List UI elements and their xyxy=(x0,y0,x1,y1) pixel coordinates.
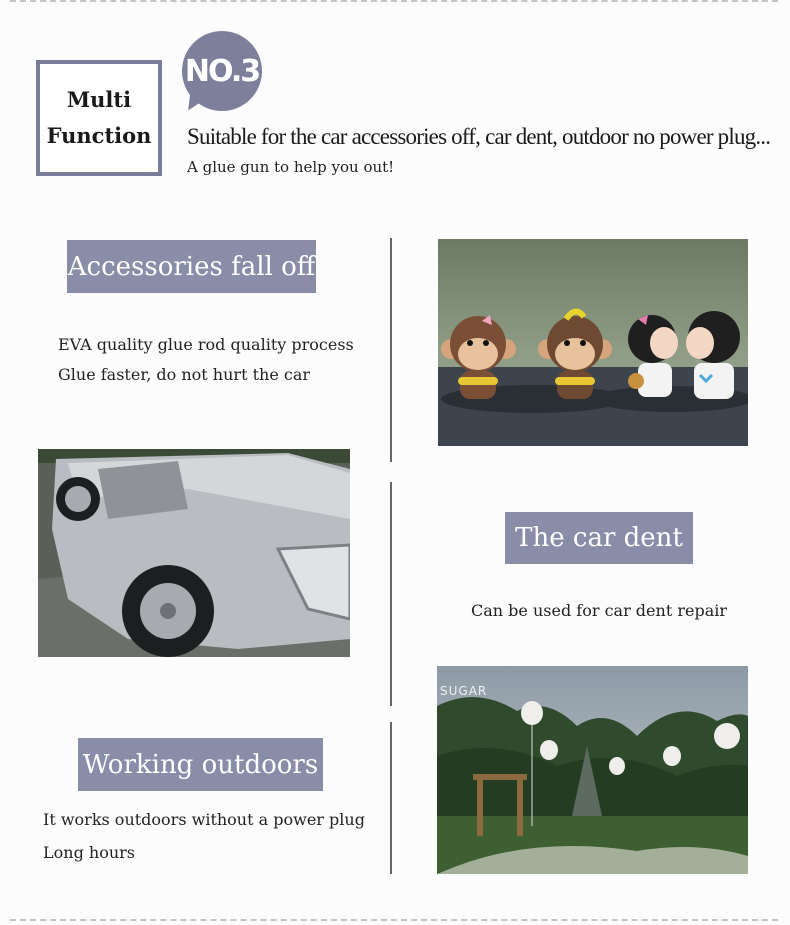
number-speech-bubble xyxy=(182,31,262,111)
section-title-accessories: Accessories fall off xyxy=(67,240,316,293)
section-title-car-dent: The car dent xyxy=(505,512,693,564)
subline: A glue gun to help you out! xyxy=(187,158,395,176)
multi-function-badge xyxy=(36,60,162,176)
top-dashed-divider xyxy=(10,0,778,2)
outdoor-wedding-scene-photo xyxy=(437,666,748,874)
section-desc-line: Can be used for car dent repair xyxy=(471,601,727,620)
dashboard-figurines-photo xyxy=(438,239,748,446)
headline: Suitable for the car accessories off, car dent, outdoor no power plug... xyxy=(187,124,771,149)
photo-watermark: SUGAR xyxy=(440,684,488,698)
bottom-dashed-divider xyxy=(10,919,778,921)
number-label: NO.3 xyxy=(184,53,260,89)
silver-car-fender-photo xyxy=(38,449,350,657)
section-desc-line: EVA quality glue rod quality process xyxy=(58,335,354,354)
center-divider xyxy=(390,238,392,462)
section-title-outdoors: Working outdoors xyxy=(78,738,323,791)
center-divider xyxy=(390,482,392,706)
center-divider xyxy=(390,722,392,874)
badge-line-2: Function xyxy=(46,123,152,148)
badge-line-1: Multi xyxy=(66,87,132,112)
section-desc-line: Long hours xyxy=(43,843,135,862)
section-desc-line: Glue faster, do not hurt the car xyxy=(58,365,311,384)
section-desc-line: It works outdoors without a power plug xyxy=(43,810,365,829)
